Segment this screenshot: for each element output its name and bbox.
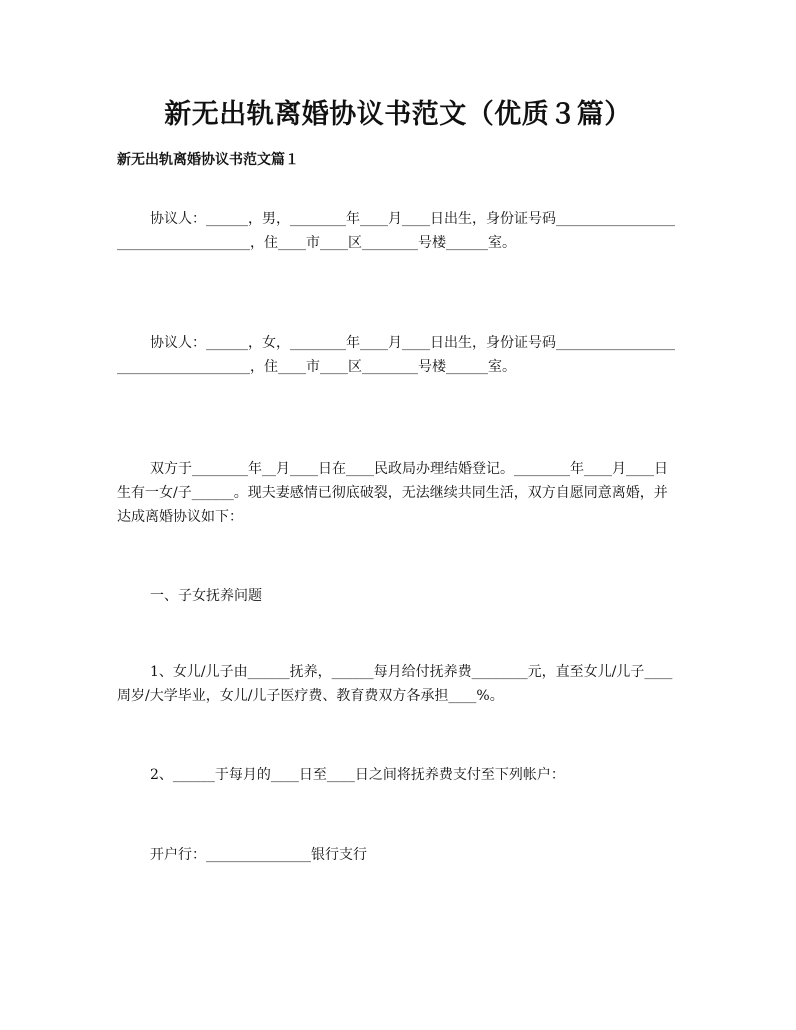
party-male-paragraph: 协议人：______，男，________年____月____日出生，身份证号码____________________________________，住____市____区________号楼______室。 [117, 211, 675, 251]
marriage-background-paragraph: 双方于________年__月____日在____民政局办理结婚登记。________年____月____日生有一女/子______。现夫妻感情已彻底破裂，无法继续共同生活，双方自愿同意离婚，并达成离婚协议如下： [117, 461, 668, 525]
custody-clause-1: 1、女儿/儿子由______抚养，______每月给付抚养费________元，直至女儿/儿子____周岁/大学毕业，女儿/儿子医疗费、教育费双方各承担____%。 [117, 664, 673, 704]
party-female-paragraph: 协议人：______，女，________年____月____日出生，身份证号码____________________________________，住____市____区________号楼______室。 [117, 335, 675, 375]
document-title: 新无出轨离婚协议书范文（优质３篇） [164, 99, 632, 130]
child-custody-heading: 一、子女抚养问题 [150, 588, 262, 604]
custody-clause-2: 2、______于每月的____日至____日之间将抚养费支付至下列帐户： [150, 767, 565, 783]
section-heading: 新无出轨离婚协议书范文篇１ [117, 152, 299, 168]
bank-account-line: 开户行：_______________银行支行 [150, 847, 367, 863]
